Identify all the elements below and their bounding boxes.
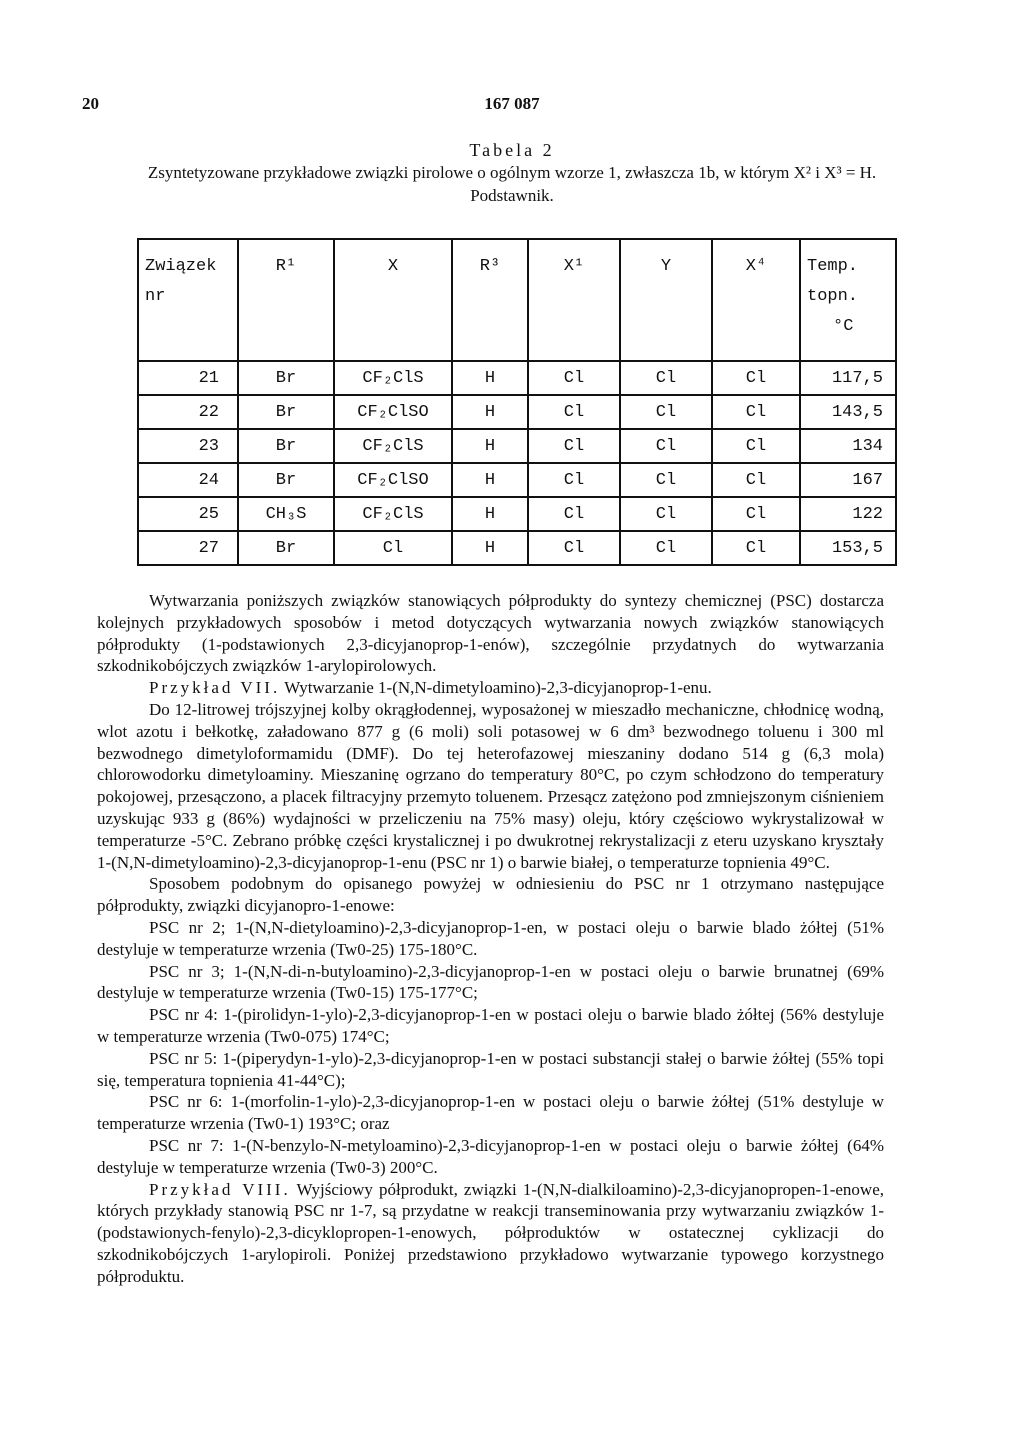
psc7-paragraph: PSC nr 7: 1-(N-benzylo-N-metyloamino)-2,3-dicyjanoprop-1-en w postaci oleju o barwie żółtej (64% destyluje w temperaturze wrzenia (Tw0-3) 200°C.	[97, 1135, 884, 1177]
cell-temp: 167	[800, 463, 896, 497]
cell-r3: H	[452, 429, 528, 463]
header-temp-label: Temp.	[807, 257, 859, 276]
cell-r3: H	[452, 497, 528, 531]
cell-r1: Br	[238, 429, 334, 463]
cell-y: Cl	[620, 361, 712, 395]
intro-paragraph: Wytwarzania poniższych związków stanowiących półprodukty do syntezy chemicznej (PSC) dostarcza kolejnych przykładowych sposobów i metod dotyczących wytwarzania nowych związków stanowiących półprodukty (1-podstawionych 2,3-dicyjanoprop-1-enów), szczególnie przydatnych do wytwarzania szkodnikobójczych związków 1-arylopirolowych.	[97, 591, 884, 676]
psc3-paragraph: PSC nr 3; 1-(N,N-di-n-butyloamino)-2,3-dicyjanoprop-1-en w postaci oleju o barwie brunatnej (69% destyluje w temperaturze wrzenia (Tw0-15) 175-177°C;	[97, 961, 884, 1003]
example7-paragraph: Do 12-litrowej trójszyjnej kolby okrągłodennej, wyposażonej w mieszadło mechaniczne, chłodnicę wodną, wlot azotu i bełkotkę, załadowano 877 g (6 moli) soli potasowej w 6 dm³ bezwodnego toluenu i 300 ml bezwodnego dimetyloformamidu (DMF). Do tej heterofazowej mieszaniny dodano 514 g (6,3 mola) chlorowodorku dimetyloaminy. Mieszaninę ogrzano do temperatury 80°C, po czym schłodzono do temperatury pokojowej, przesączono, a placek filtracyjny przemyto toluenem. Przesącz zatężono pod zmniejszonym ciśnieniem uzyskując 933 g (86%) wydajności w przeliczeniu na 75% masy) oleju, który częściowo wykrystalizował w temperaturze -5°C. Zebrano próbkę części krystalicznej i po dwukrotnej rekrystalizacji z eteru uzyskano kryształy 1-(N,N-dimetyloamino)-2,3-dicyjanoprop-1-enu (PSC nr 1) o barwie białej, o temperaturze topnienia 49°C.	[97, 699, 884, 872]
table-subcaption: Podstawnik.	[470, 186, 554, 205]
cell-y: Cl	[620, 395, 712, 429]
header-unit: °C	[833, 317, 854, 336]
header-zwiazek-nr	[138, 239, 238, 361]
cell-x4: Cl	[712, 531, 800, 565]
cell-x: CF₂ClS	[334, 429, 452, 463]
header-x4: X⁴	[712, 239, 800, 361]
cell-r3: H	[452, 463, 528, 497]
example8-text: Wyjściowy półprodukt, związki 1-(N,N-dialkiloamino)-2,3-dicyjanopropen-1-enowe, których przykłady stanowią PSC nr 1-7, są przydatne w reakcji transeminowania przy wytwarzaniu związków 1-(podstawionych-fenylo)-2,3-dicyklopropen-1-enowych, półproduktów w ostatecznej cyklizacji do szkodnikobójczych 1-arylopiroli. Poniżej przedstawiono przykładowo wytwarzanie typowego korzystnego półproduktu.	[97, 1179, 884, 1286]
cell-nr: 22	[138, 395, 238, 429]
psc5-paragraph: PSC nr 5: 1-(piperydyn-1-ylo)-2,3-dicyjanoprop-1-en w postaci substancji stałej o barwie żółtej (55% topi się, temperatura topnienia 41-44°C);	[97, 1048, 884, 1090]
example7-heading	[97, 677, 884, 699]
cell-x4: Cl	[712, 429, 800, 463]
table-row	[138, 395, 896, 429]
cell-r1: CH₃S	[238, 497, 334, 531]
cell-nr: 27	[138, 531, 238, 565]
cell-nr: 21	[138, 361, 238, 395]
cell-x4: Cl	[712, 463, 800, 497]
cell-r3: H	[452, 531, 528, 565]
patent-number: 167 087	[484, 94, 540, 113]
example8-paragraph	[97, 1179, 884, 1288]
psc2-paragraph: PSC nr 2; 1-(N,N-dietyloamino)-2,3-dicyjanoprop-1-en, w postaci oleju o barwie blado żółtej (51% destyluje w temperaturze wrzenia (Tw0-25) 175-180°C.	[97, 917, 884, 959]
cell-x4: Cl	[712, 361, 800, 395]
header-r1: R¹	[238, 239, 334, 361]
table-caption: Zsyntetyzowane przykładowe związki pirolowe o ogólnym wzorze 1, zwłaszcza 1b, w którym X² i X³ = H.	[147, 163, 877, 182]
cell-r3: H	[452, 395, 528, 429]
cell-x1: Cl	[528, 429, 620, 463]
cell-nr: 23	[138, 429, 238, 463]
cell-y: Cl	[620, 463, 712, 497]
page-number: 20	[82, 94, 99, 113]
cell-x1: Cl	[528, 463, 620, 497]
cell-x1: Cl	[528, 395, 620, 429]
header-x1: X¹	[528, 239, 620, 361]
cell-temp: 117,5	[800, 361, 896, 395]
cell-x1: Cl	[528, 497, 620, 531]
table-title: Tabela 2	[469, 140, 555, 160]
body-text	[97, 590, 884, 1288]
header-y: Y	[620, 239, 712, 361]
example7-label: Przykład VII.	[149, 678, 281, 698]
cell-r3: H	[452, 361, 528, 395]
cell-x1: Cl	[528, 531, 620, 565]
cell-temp: 143,5	[800, 395, 896, 429]
example8-label: Przykład VIII.	[149, 1179, 291, 1199]
cell-y: Cl	[620, 531, 712, 565]
cell-y: Cl	[620, 429, 712, 463]
cell-x: CF₂ClSO	[334, 463, 452, 497]
header-temp	[800, 239, 896, 361]
psc4-paragraph: PSC nr 4: 1-(pirolidyn-1-ylo)-2,3-dicyjanoprop-1-en w postaci oleju o barwie blado żółtej (56% destyluje w temperaturze wrzenia (Tw0-075) 174°C;	[97, 1005, 884, 1046]
compound-table	[137, 238, 897, 566]
example7-title: Wytwarzanie 1-(N,N-dimetyloamino)-2,3-dicyjanoprop-1-enu.	[284, 678, 712, 698]
cell-y: Cl	[620, 497, 712, 531]
cell-r1: Br	[238, 395, 334, 429]
cell-r1: Br	[238, 463, 334, 497]
cell-temp: 134	[800, 429, 896, 463]
cell-temp: 153,5	[800, 531, 896, 565]
table-row	[138, 361, 896, 395]
cell-x: CF₂ClS	[334, 361, 452, 395]
header-topn-label: topn.	[807, 287, 859, 306]
header-zwiazek: Związek	[145, 257, 217, 276]
header-nr: nr	[145, 287, 166, 306]
similar-paragraph: Sposobem podobnym do opisanego powyżej w odniesieniu do PSC nr 1 otrzymano następujące półprodukty, związki dicyjanopro-1-enowe:	[97, 874, 884, 916]
table-header-row	[138, 239, 896, 361]
cell-x4: Cl	[712, 395, 800, 429]
header-r3: R³	[452, 239, 528, 361]
table-row	[138, 531, 896, 565]
psc6-paragraph: PSC nr 6: 1-(morfolin-1-ylo)-2,3-dicyjanoprop-1-en w postaci oleju o barwie żółtej (51% destyluje w temperaturze wrzenia (Tw0-1) 193°C; oraz	[97, 1092, 884, 1134]
cell-r1: Br	[238, 361, 334, 395]
table-row	[138, 497, 896, 531]
cell-x4: Cl	[712, 497, 800, 531]
cell-x: CF₂ClSO	[334, 395, 452, 429]
cell-x1: Cl	[528, 361, 620, 395]
table-row	[138, 463, 896, 497]
cell-x: CF₂ClS	[334, 497, 452, 531]
cell-nr: 24	[138, 463, 238, 497]
table-row	[138, 429, 896, 463]
cell-r1: Br	[238, 531, 334, 565]
cell-x: Cl	[334, 531, 452, 565]
cell-nr: 25	[138, 497, 238, 531]
header-x: X	[334, 239, 452, 361]
cell-temp: 122	[800, 497, 896, 531]
